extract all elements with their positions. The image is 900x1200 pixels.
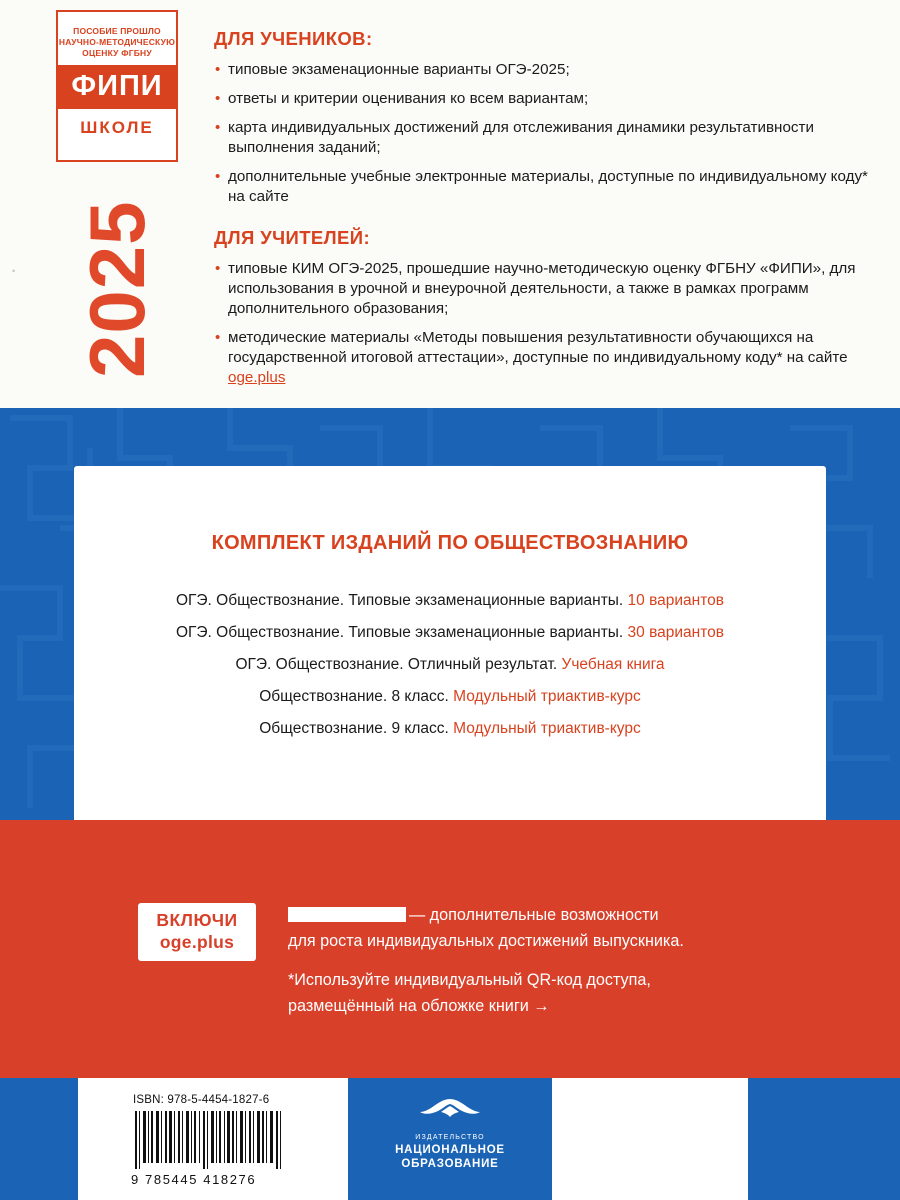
fipi-badge-school: ШКОЛЕ <box>80 118 154 137</box>
teachers-heading: ДЛЯ УЧИТЕЛЕЙ: <box>214 227 371 248</box>
list-item: • карта индивидуальных достижений для отслеживания динамики результативности выполнения заданий; <box>214 118 874 158</box>
kit-item-text: Обществознание. 8 класс. <box>259 688 454 705</box>
list-item: • ответы и критерии оценивания ко всем вариантам; <box>214 89 874 109</box>
promo-section <box>0 820 900 1078</box>
list-item <box>74 649 826 681</box>
list-item: • типовые КИМ ОГЭ-2025, прошедшие научно-методическую оценку ФГБНУ «ФИПИ», для использования в урочной и внеурочной деятельности, а также в рамках программ дополнительного образования; <box>214 259 874 319</box>
students-heading: ДЛЯ УЧЕНИКОВ: <box>214 28 373 49</box>
oge-plus-button-line2: oge.plus <box>159 932 235 952</box>
kit-item-text: Обществознание. 9 класс. <box>259 720 454 737</box>
promo-line-1 <box>288 902 848 928</box>
teachers-list <box>214 259 874 388</box>
list-item-text: методические материалы «Методы повышения результативности обучающихся на государственной итоговой аттестации», доступные по индивидуальному коду* на сайте <box>228 329 848 366</box>
promo-line-4: размещённый на обложке книги → <box>288 997 550 1015</box>
kit-item-text: ОГЭ. Обществознание. Типовые экзаменационные варианты. <box>175 592 628 609</box>
kit-item-accent: 30 вариантов <box>627 624 725 641</box>
list-item <box>74 713 826 745</box>
footer-white-right <box>552 1078 748 1200</box>
promo-text <box>288 902 848 1019</box>
fipi-badge-line2: НАУЧНО-МЕТОДИЧЕСКУЮ <box>58 37 176 47</box>
oge-plus-button-line1: ВКЛЮЧИ <box>156 910 238 930</box>
isbn-text: ISBN: 978-5-4454-1827-6 <box>133 1094 270 1106</box>
kit-item-accent: Учебная книга <box>561 656 665 673</box>
kit-title: КОМПЛЕКТ ИЗДАНИЙ ПО ОБЩЕСТВОЗНАНИЮ <box>211 532 689 554</box>
oge-plus-button[interactable] <box>138 903 256 961</box>
kit-list <box>74 585 826 745</box>
kit-item-accent: Модульный триактив-курс <box>453 688 641 705</box>
promo-line-3: *Используйте индивидуальный QR-код доступа, <box>288 971 651 989</box>
publisher-name-line1: НАЦИОНАЛЬНОЕ <box>395 1144 505 1156</box>
audience-lists <box>214 28 874 397</box>
footer-blue-right <box>748 1078 900 1200</box>
oge-plus-link[interactable]: oge.plus <box>228 369 286 386</box>
publisher-logo <box>348 1078 552 1200</box>
students-list <box>214 60 874 207</box>
list-item <box>214 328 874 388</box>
publisher-name <box>348 1143 552 1171</box>
list-item <box>74 617 826 649</box>
list-item <box>74 585 826 617</box>
promo-line-2: для роста индивидуальных достижений выпускника. <box>288 932 684 950</box>
footer-blue-left <box>0 1078 78 1200</box>
kit-section <box>0 408 900 820</box>
promo-line1-tail: — дополнительные возможности <box>409 906 659 924</box>
fipi-badge-line1: ПОСОБИЕ ПРОШЛО <box>73 26 161 36</box>
redaction-block <box>288 907 406 922</box>
list-item: • дополнительные учебные электронные материалы, доступные по индивидуальному коду* на сайте <box>214 167 874 207</box>
kit-item-accent: 10 вариантов <box>627 592 725 609</box>
kit-item-text: ОГЭ. Обществознание. Типовые экзаменационные варианты. <box>175 624 628 641</box>
list-item <box>74 681 826 713</box>
publisher-name-line2: ОБРАЗОВАНИЕ <box>401 1158 499 1170</box>
kit-item-accent: Модульный триактив-курс <box>453 720 641 737</box>
kit-item-text: ОГЭ. Обществознание. Отличный результат. <box>235 656 562 673</box>
footer-bar <box>0 1078 900 1200</box>
year-text: 2025 <box>73 200 161 378</box>
fipi-badge-line3: ОЦЕНКУ ФГБНУ <box>82 48 152 58</box>
year-label <box>20 170 200 380</box>
scan-artifact: • <box>12 266 16 276</box>
fipi-badge <box>56 10 178 162</box>
fipi-badge-title: ФИПИ <box>58 65 176 109</box>
barcode-number: 9 785445 418276 <box>131 1172 257 1187</box>
top-info-section <box>0 0 900 408</box>
kit-card <box>74 466 826 820</box>
bird-icon <box>348 1096 552 1127</box>
list-item: • типовые экзаменационные варианты ОГЭ-2025; <box>214 60 874 80</box>
publisher-small-label: ИЗДАТЕЛЬСТВО <box>415 1134 485 1141</box>
bird-icon-svg <box>419 1096 481 1122</box>
fipi-badge-subtitle <box>58 26 176 59</box>
barcode-image <box>133 1111 285 1169</box>
